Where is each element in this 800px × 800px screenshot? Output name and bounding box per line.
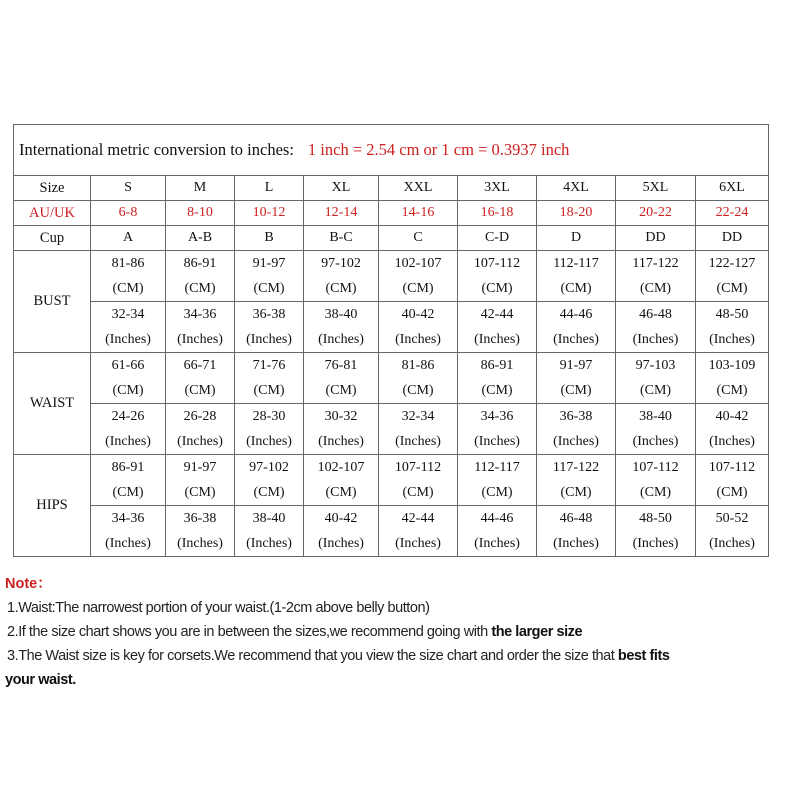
cup-cell: C bbox=[379, 226, 458, 251]
inches-unit-label: (Inches) bbox=[395, 536, 441, 551]
cup-cell: C-D bbox=[458, 226, 537, 251]
inches-unit-label: (Inches) bbox=[632, 536, 679, 551]
cm-unit-label: (CM) bbox=[253, 485, 285, 500]
inches-unit-label: (Inches) bbox=[553, 536, 599, 551]
bust-inches-row bbox=[14, 302, 769, 353]
size-cell: 5XL bbox=[616, 176, 696, 201]
bust-cm-row bbox=[14, 251, 769, 302]
waist-cm-value: 66-71 bbox=[183, 358, 217, 373]
note-3-bold-2: your waist. bbox=[5, 672, 76, 688]
cm-unit-label: (CM) bbox=[325, 383, 357, 398]
size-cell: 4XL bbox=[537, 176, 616, 201]
cm-unit-label: (CM) bbox=[639, 485, 672, 500]
auuk-cell: 12-14 bbox=[304, 201, 379, 226]
hips-inches-cell bbox=[304, 506, 379, 557]
hips-inches-cell bbox=[537, 506, 616, 557]
hips-cm-cell bbox=[91, 455, 166, 506]
cm-unit-label: (CM) bbox=[325, 485, 357, 500]
auuk-row bbox=[14, 201, 769, 226]
cm-unit-label: (CM) bbox=[716, 485, 748, 500]
hips-cm-value: 86-91 bbox=[111, 460, 145, 475]
cm-unit-label: (CM) bbox=[481, 383, 513, 398]
bust-inches-value: 46-48 bbox=[639, 307, 672, 322]
cup-cell: B-C bbox=[304, 226, 379, 251]
hips-cm-value: 117-122 bbox=[552, 460, 600, 475]
size-label: Size bbox=[14, 176, 91, 201]
auuk-cell: 6-8 bbox=[91, 201, 166, 226]
hips-inches-value: 34-36 bbox=[111, 511, 145, 526]
cm-unit-label: (CM) bbox=[402, 281, 434, 296]
waist-cm-value: 76-81 bbox=[324, 358, 358, 373]
inches-unit-label: (Inches) bbox=[318, 434, 364, 449]
cm-unit-label: (CM) bbox=[639, 383, 672, 398]
conversion-title bbox=[14, 125, 769, 176]
bust-inches-value: 44-46 bbox=[559, 307, 593, 322]
hips-inches-cell bbox=[379, 506, 458, 557]
waist-cm-cell bbox=[696, 353, 769, 404]
inches-unit-label: (Inches) bbox=[246, 332, 292, 347]
waist-inches-cell bbox=[537, 404, 616, 455]
inches-unit-label: (Inches) bbox=[553, 434, 599, 449]
inches-unit-label: (Inches) bbox=[709, 434, 755, 449]
inches-unit-label: (Inches) bbox=[177, 332, 223, 347]
inches-unit-label: (Inches) bbox=[177, 434, 223, 449]
cup-cell: A-B bbox=[166, 226, 235, 251]
cm-unit-label: (CM) bbox=[325, 281, 357, 296]
cup-row bbox=[14, 226, 769, 251]
size-cell: 3XL bbox=[458, 176, 537, 201]
inches-unit-label: (Inches) bbox=[709, 332, 755, 347]
cm-unit-label: (CM) bbox=[560, 281, 592, 296]
hips-inches-cell bbox=[91, 506, 166, 557]
note-1: 1.Waist:The narrowest portion of your waist.(1-2cm above belly button) bbox=[7, 600, 430, 616]
waist-inches-value: 40-42 bbox=[715, 409, 749, 424]
auuk-label: AU/UK bbox=[14, 201, 91, 226]
cm-unit-label: (CM) bbox=[560, 485, 592, 500]
bust-inches-value: 42-44 bbox=[480, 307, 514, 322]
bust-inches-cell bbox=[235, 302, 304, 353]
bust-inches-value: 36-38 bbox=[252, 307, 286, 322]
bust-inches-cell bbox=[537, 302, 616, 353]
waist-inches-cell bbox=[379, 404, 458, 455]
bust-cm-value: 117-122 bbox=[632, 256, 679, 271]
hips-label: HIPS bbox=[14, 455, 91, 557]
inches-unit-label: (Inches) bbox=[105, 536, 151, 551]
hips-cm-value: 107-112 bbox=[708, 460, 756, 475]
hips-inches-row bbox=[14, 506, 769, 557]
bust-cm-value: 112-117 bbox=[553, 256, 599, 271]
cm-unit-label: (CM) bbox=[639, 281, 672, 296]
inches-unit-label: (Inches) bbox=[395, 434, 441, 449]
size-cell: S bbox=[91, 176, 166, 201]
cm-unit-label: (CM) bbox=[402, 383, 434, 398]
size-cell: XXL bbox=[379, 176, 458, 201]
note-2-text: 2.If the size chart shows you are in between the sizes,we recommend going with bbox=[7, 624, 492, 640]
waist-cm-cell bbox=[458, 353, 537, 404]
waist-cm-cell bbox=[91, 353, 166, 404]
cm-unit-label: (CM) bbox=[253, 281, 285, 296]
bust-inches-cell bbox=[379, 302, 458, 353]
size-chart-table bbox=[13, 124, 769, 557]
conversion-formula: 1 inch = 2.54 cm or 1 cm = 0.3937 inch bbox=[307, 140, 570, 159]
waist-cm-cell bbox=[166, 353, 235, 404]
hips-inches-value: 50-52 bbox=[715, 511, 749, 526]
bust-inches-cell bbox=[458, 302, 537, 353]
cup-cell: D bbox=[537, 226, 616, 251]
bust-cm-value: 97-102 bbox=[321, 256, 361, 271]
notes-section bbox=[5, 572, 800, 692]
hips-cm-cell bbox=[304, 455, 379, 506]
bust-cm-value: 107-112 bbox=[473, 256, 521, 271]
inches-unit-label: (Inches) bbox=[474, 332, 520, 347]
inches-unit-label: (Inches) bbox=[318, 332, 364, 347]
cup-cell: DD bbox=[616, 226, 696, 251]
auuk-cell: 16-18 bbox=[458, 201, 537, 226]
inches-unit-label: (Inches) bbox=[246, 536, 292, 551]
bust-inches-value: 38-40 bbox=[324, 307, 358, 322]
bust-inches-value: 40-42 bbox=[401, 307, 435, 322]
waist-cm-cell bbox=[616, 353, 696, 404]
bust-cm-value: 91-97 bbox=[252, 256, 286, 271]
bust-inches-cell bbox=[166, 302, 235, 353]
waist-cm-value: 71-76 bbox=[252, 358, 286, 373]
waist-cm-row bbox=[14, 353, 769, 404]
bust-inches-value: 32-34 bbox=[111, 307, 145, 322]
inches-unit-label: (Inches) bbox=[553, 332, 599, 347]
waist-inches-value: 38-40 bbox=[639, 409, 672, 424]
waist-inches-value: 26-28 bbox=[183, 409, 217, 424]
bust-cm-cell bbox=[537, 251, 616, 302]
hips-inches-value: 46-48 bbox=[559, 511, 593, 526]
hips-inches-value: 40-42 bbox=[324, 511, 358, 526]
hips-cm-value: 102-107 bbox=[317, 460, 365, 475]
waist-cm-value: 103-109 bbox=[708, 358, 756, 373]
waist-cm-value: 91-97 bbox=[559, 358, 593, 373]
hips-inches-value: 38-40 bbox=[252, 511, 286, 526]
auuk-cell: 20-22 bbox=[616, 201, 696, 226]
inches-unit-label: (Inches) bbox=[709, 536, 755, 551]
note-3 bbox=[5, 644, 800, 668]
cm-unit-label: (CM) bbox=[184, 383, 216, 398]
bust-cm-value: 86-91 bbox=[183, 256, 217, 271]
cm-unit-label: (CM) bbox=[716, 383, 748, 398]
bust-inches-cell bbox=[91, 302, 166, 353]
waist-inches-cell bbox=[166, 404, 235, 455]
inches-unit-label: (Inches) bbox=[318, 536, 364, 551]
bust-cm-cell bbox=[166, 251, 235, 302]
inches-unit-label: (Inches) bbox=[246, 434, 292, 449]
hips-cm-cell bbox=[616, 455, 696, 506]
hips-cm-cell bbox=[696, 455, 769, 506]
bust-label: BUST bbox=[14, 251, 91, 353]
cm-unit-label: (CM) bbox=[112, 383, 144, 398]
hips-inches-cell bbox=[166, 506, 235, 557]
inches-unit-label: (Inches) bbox=[105, 332, 151, 347]
waist-inches-cell bbox=[616, 404, 696, 455]
waist-cm-value: 61-66 bbox=[111, 358, 145, 373]
inches-unit-label: (Inches) bbox=[474, 434, 520, 449]
hips-cm-value: 107-112 bbox=[632, 460, 679, 475]
bust-cm-cell bbox=[696, 251, 769, 302]
bust-cm-cell bbox=[458, 251, 537, 302]
cm-unit-label: (CM) bbox=[253, 383, 285, 398]
auuk-cell: 14-16 bbox=[379, 201, 458, 226]
cup-cell: B bbox=[235, 226, 304, 251]
size-cell: XL bbox=[304, 176, 379, 201]
waist-inches-value: 32-34 bbox=[401, 409, 435, 424]
size-row bbox=[14, 176, 769, 201]
waist-inches-row bbox=[14, 404, 769, 455]
hips-inches-cell bbox=[235, 506, 304, 557]
note-3-text: 3.The Waist size is key for corsets.We recommend that you view the size chart and order the size that bbox=[7, 648, 618, 664]
inches-unit-label: (Inches) bbox=[177, 536, 223, 551]
size-cell: M bbox=[166, 176, 235, 201]
inches-unit-label: (Inches) bbox=[474, 536, 520, 551]
cm-unit-label: (CM) bbox=[481, 485, 513, 500]
waist-inches-cell bbox=[235, 404, 304, 455]
waist-cm-value: 97-103 bbox=[635, 358, 676, 373]
waist-inches-value: 34-36 bbox=[480, 409, 514, 424]
waist-cm-cell bbox=[304, 353, 379, 404]
bust-cm-cell bbox=[235, 251, 304, 302]
hips-cm-cell bbox=[379, 455, 458, 506]
cup-cell: DD bbox=[696, 226, 769, 251]
inches-unit-label: (Inches) bbox=[395, 332, 441, 347]
waist-cm-value: 81-86 bbox=[401, 358, 435, 373]
hips-cm-row bbox=[14, 455, 769, 506]
waist-cm-value: 86-91 bbox=[480, 358, 514, 373]
bust-inches-cell bbox=[696, 302, 769, 353]
cm-unit-label: (CM) bbox=[184, 485, 216, 500]
size-cell: 6XL bbox=[696, 176, 769, 201]
waist-cm-cell bbox=[537, 353, 616, 404]
hips-inches-value: 44-46 bbox=[480, 511, 514, 526]
bust-inches-cell bbox=[616, 302, 696, 353]
inches-unit-label: (Inches) bbox=[105, 434, 151, 449]
hips-cm-value: 107-112 bbox=[394, 460, 442, 475]
cm-unit-label: (CM) bbox=[481, 281, 513, 296]
bust-cm-value: 122-127 bbox=[708, 256, 756, 271]
note-3-continued bbox=[5, 668, 800, 692]
waist-cm-cell bbox=[235, 353, 304, 404]
hips-inches-value: 48-50 bbox=[639, 511, 672, 526]
cm-unit-label: (CM) bbox=[716, 281, 748, 296]
hips-cm-cell bbox=[235, 455, 304, 506]
bust-cm-cell bbox=[304, 251, 379, 302]
cup-cell: A bbox=[91, 226, 166, 251]
waist-cm-cell bbox=[379, 353, 458, 404]
hips-cm-value: 112-117 bbox=[474, 460, 520, 475]
bust-cm-value: 81-86 bbox=[111, 256, 145, 271]
waist-inches-cell bbox=[458, 404, 537, 455]
hips-cm-cell bbox=[537, 455, 616, 506]
auuk-cell: 10-12 bbox=[235, 201, 304, 226]
title-text: International metric conversion to inches: bbox=[19, 140, 294, 159]
bust-cm-cell bbox=[616, 251, 696, 302]
waist-inches-cell bbox=[91, 404, 166, 455]
waist-inches-value: 24-26 bbox=[111, 409, 145, 424]
bust-cm-cell bbox=[379, 251, 458, 302]
cm-unit-label: (CM) bbox=[402, 485, 434, 500]
cm-unit-label: (CM) bbox=[112, 281, 144, 296]
note-heading: Note： bbox=[5, 576, 52, 592]
auuk-cell: 8-10 bbox=[166, 201, 235, 226]
cm-unit-label: (CM) bbox=[560, 383, 592, 398]
waist-label: WAIST bbox=[14, 353, 91, 455]
waist-inches-cell bbox=[696, 404, 769, 455]
waist-inches-value: 28-30 bbox=[252, 409, 286, 424]
bust-cm-value: 102-107 bbox=[394, 256, 442, 271]
hips-cm-value: 97-102 bbox=[249, 460, 289, 475]
note-2-bold: the larger size bbox=[491, 624, 583, 640]
inches-unit-label: (Inches) bbox=[632, 434, 679, 449]
hips-inches-value: 42-44 bbox=[401, 511, 435, 526]
bust-inches-value: 48-50 bbox=[715, 307, 749, 322]
note-2 bbox=[5, 620, 800, 644]
hips-inches-value: 36-38 bbox=[183, 511, 217, 526]
size-cell: L bbox=[235, 176, 304, 201]
cup-label: Cup bbox=[14, 226, 91, 251]
bust-inches-cell bbox=[304, 302, 379, 353]
hips-inches-cell bbox=[458, 506, 537, 557]
inches-unit-label: (Inches) bbox=[632, 332, 679, 347]
hips-cm-cell bbox=[166, 455, 235, 506]
waist-inches-cell bbox=[304, 404, 379, 455]
hips-cm-cell bbox=[458, 455, 537, 506]
waist-inches-value: 30-32 bbox=[324, 409, 358, 424]
bust-inches-value: 34-36 bbox=[183, 307, 217, 322]
waist-inches-value: 36-38 bbox=[559, 409, 593, 424]
hips-inches-cell bbox=[616, 506, 696, 557]
hips-inches-cell bbox=[696, 506, 769, 557]
note-3-bold: best fits bbox=[617, 648, 670, 664]
cm-unit-label: (CM) bbox=[184, 281, 216, 296]
bust-cm-cell bbox=[91, 251, 166, 302]
auuk-cell: 22-24 bbox=[696, 201, 769, 226]
auuk-cell: 18-20 bbox=[537, 201, 616, 226]
cm-unit-label: (CM) bbox=[112, 485, 144, 500]
hips-cm-value: 91-97 bbox=[183, 460, 217, 475]
